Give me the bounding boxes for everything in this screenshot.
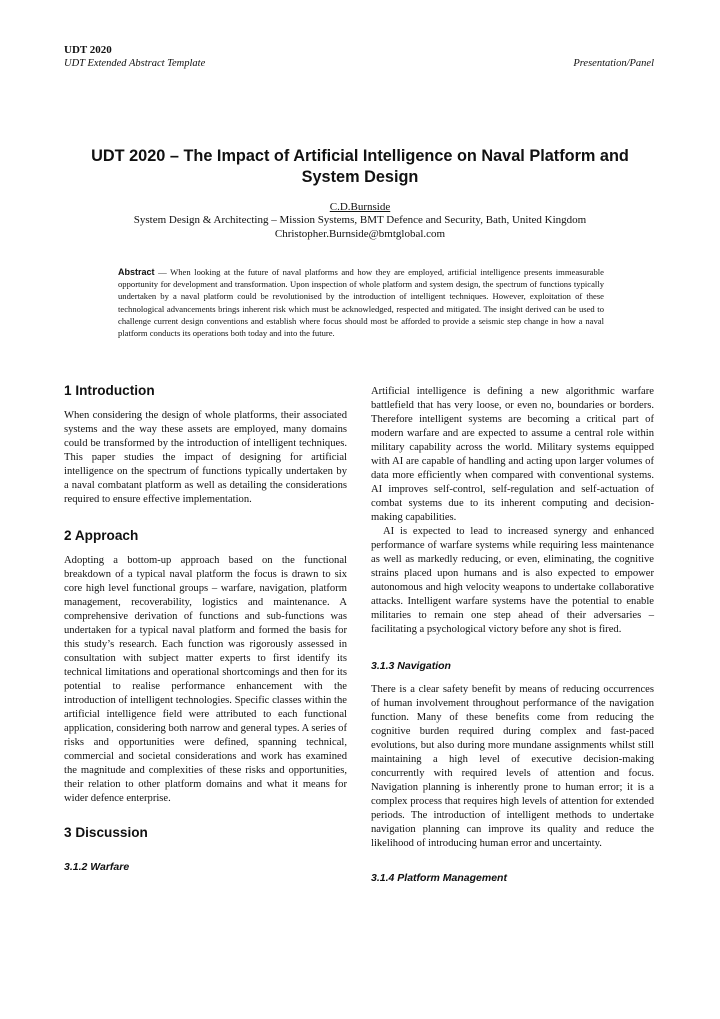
approach-paragraph: Adopting a bottom-up approach based on the functional breakdown of a typical naval platform the focus is drawn to six core high level functional groups – warfare, navigation, platform management, recoverability, logistics and maintenance. A comprehensive derivation of functions and sub-functions was undertaken for a typical naval platform and formed the basis for this study’s research. Each function was rigorously assessed in consultation with subject matter experts to first identify its technical limitations and operational shortcomings and then for its potential to realise performance enhancement with the introduction of intelligent technologies. Specific classes within the artificial intelligence field were attributed to each functional application, considering both narrow and general types. A series of risks and opportunities were defined, spanning technical, commercial and societal considerations and work has examined the magnitude and complexities of these risks and opportunities, their relation to other platform domains and what it means for wider defence enterprise. xyxy=(64,555,347,804)
abstract-text: — When looking at the future of naval platforms and how they are employed, artificial intelligence presents immeasurable opportunity for development and transformation. Upon inspection of whole platform and system design, the spectrum of functions typically undertaken by a naval platform could be revolutionised by the introduction of intelligent techniques. However, exploitation of these technological advancements brings inherent risk which must be acknowledged, respected and mitigated. The insight derived can be used to challenge current design conventions and establish where focus should most be afforded to provide a seismic step change in how a naval platform conducts its operations both today and into the future. xyxy=(118,267,604,339)
running-header-track: Presentation/Panel xyxy=(573,58,654,69)
abstract xyxy=(118,266,604,339)
author-name: C.D.Burnside xyxy=(329,201,391,213)
warfare-paragraph-2: AI is expected to lead to increased synergy and enhanced performance of warfare systems while requiring less maintenance as well as markedly reducing, or even, eliminating, the cognitive strains placed upon humans and is also expected to empower autonomous and high velocity weapons to undertake collaborative attacks. Intelligent warfare systems have the potential to enable militaries to remain one step ahead of their adversaries – facilitating a psychological victory before any shot is fired. xyxy=(371,526,654,635)
subsection-heading-warfare: 3.1.2 Warfare xyxy=(64,861,130,873)
subsection-heading-platform-management: 3.1.4 Platform Management xyxy=(371,872,507,884)
section-heading-discussion: 3 Discussion xyxy=(64,825,148,840)
introduction-paragraph: When considering the design of whole platforms, their associated systems and the way these assets are employed, many domains could be transformed by the introduction of intelligent techniques. This paper studies the impact of designing for artificial intelligence on the spectrum of functions typically undertaken by a naval combatant platform as well as detailing the considerations required to ensure effective implementation. xyxy=(64,410,347,505)
running-header-template: UDT Extended Abstract Template xyxy=(64,58,206,69)
navigation-paragraph: There is a clear safety benefit by means of reducing occurrences of human involvement throughout performance of the navigation function. Many of these benefits come from reducing the cognitive burden required during complex and fast-paced evolutions, but also during more mundane assignments whilst still maintaining a high level of executive decision-making concurrently with required levels of attention and focus. Navigation planning is inherently prone to human error; it is a complex process that requires high levels of attention for extended periods. The introduction of intelligent methods to undertake navigation planning can improve its quality and reduce the likelihood of introducing human error and uncertainty. xyxy=(371,684,654,849)
paper-title: UDT 2020 – The Impact of Artificial Intelligence on Naval Platform and System Design xyxy=(91,147,629,186)
subsection-heading-navigation: 3.1.3 Navigation xyxy=(371,660,451,672)
abstract-label: Abstract xyxy=(118,267,155,277)
section-heading-approach: 2 Approach xyxy=(64,528,139,543)
left-column xyxy=(64,382,347,874)
author-affiliation-block xyxy=(40,213,680,241)
running-header-conference: UDT 2020 xyxy=(64,44,112,56)
author-email: Christopher.Burnside@bmtglobal.com xyxy=(274,228,446,240)
right-column xyxy=(371,385,654,885)
author-affiliation: System Design & Architecting – Mission Systems, BMT Defence and Security, Bath, United Kingdom xyxy=(133,214,587,226)
section-heading-introduction: 1 Introduction xyxy=(64,383,155,398)
warfare-paragraph-1: Artificial intelligence is defining a new algorithmic warfare battlefield that has very loose, or even no, boundaries or borders. Therefore intelligent systems are becoming a critical part of modern warfare and are expected to assume a central role within military capability across the world. Military systems equipped with AI are capable of handling and acting upon larger volumes of data more efficiently when compared with conventional systems. AI improves self-control, self-regulation and self-actuation of combat systems due to its inherent computing and decision-making capabilities. xyxy=(371,386,654,523)
